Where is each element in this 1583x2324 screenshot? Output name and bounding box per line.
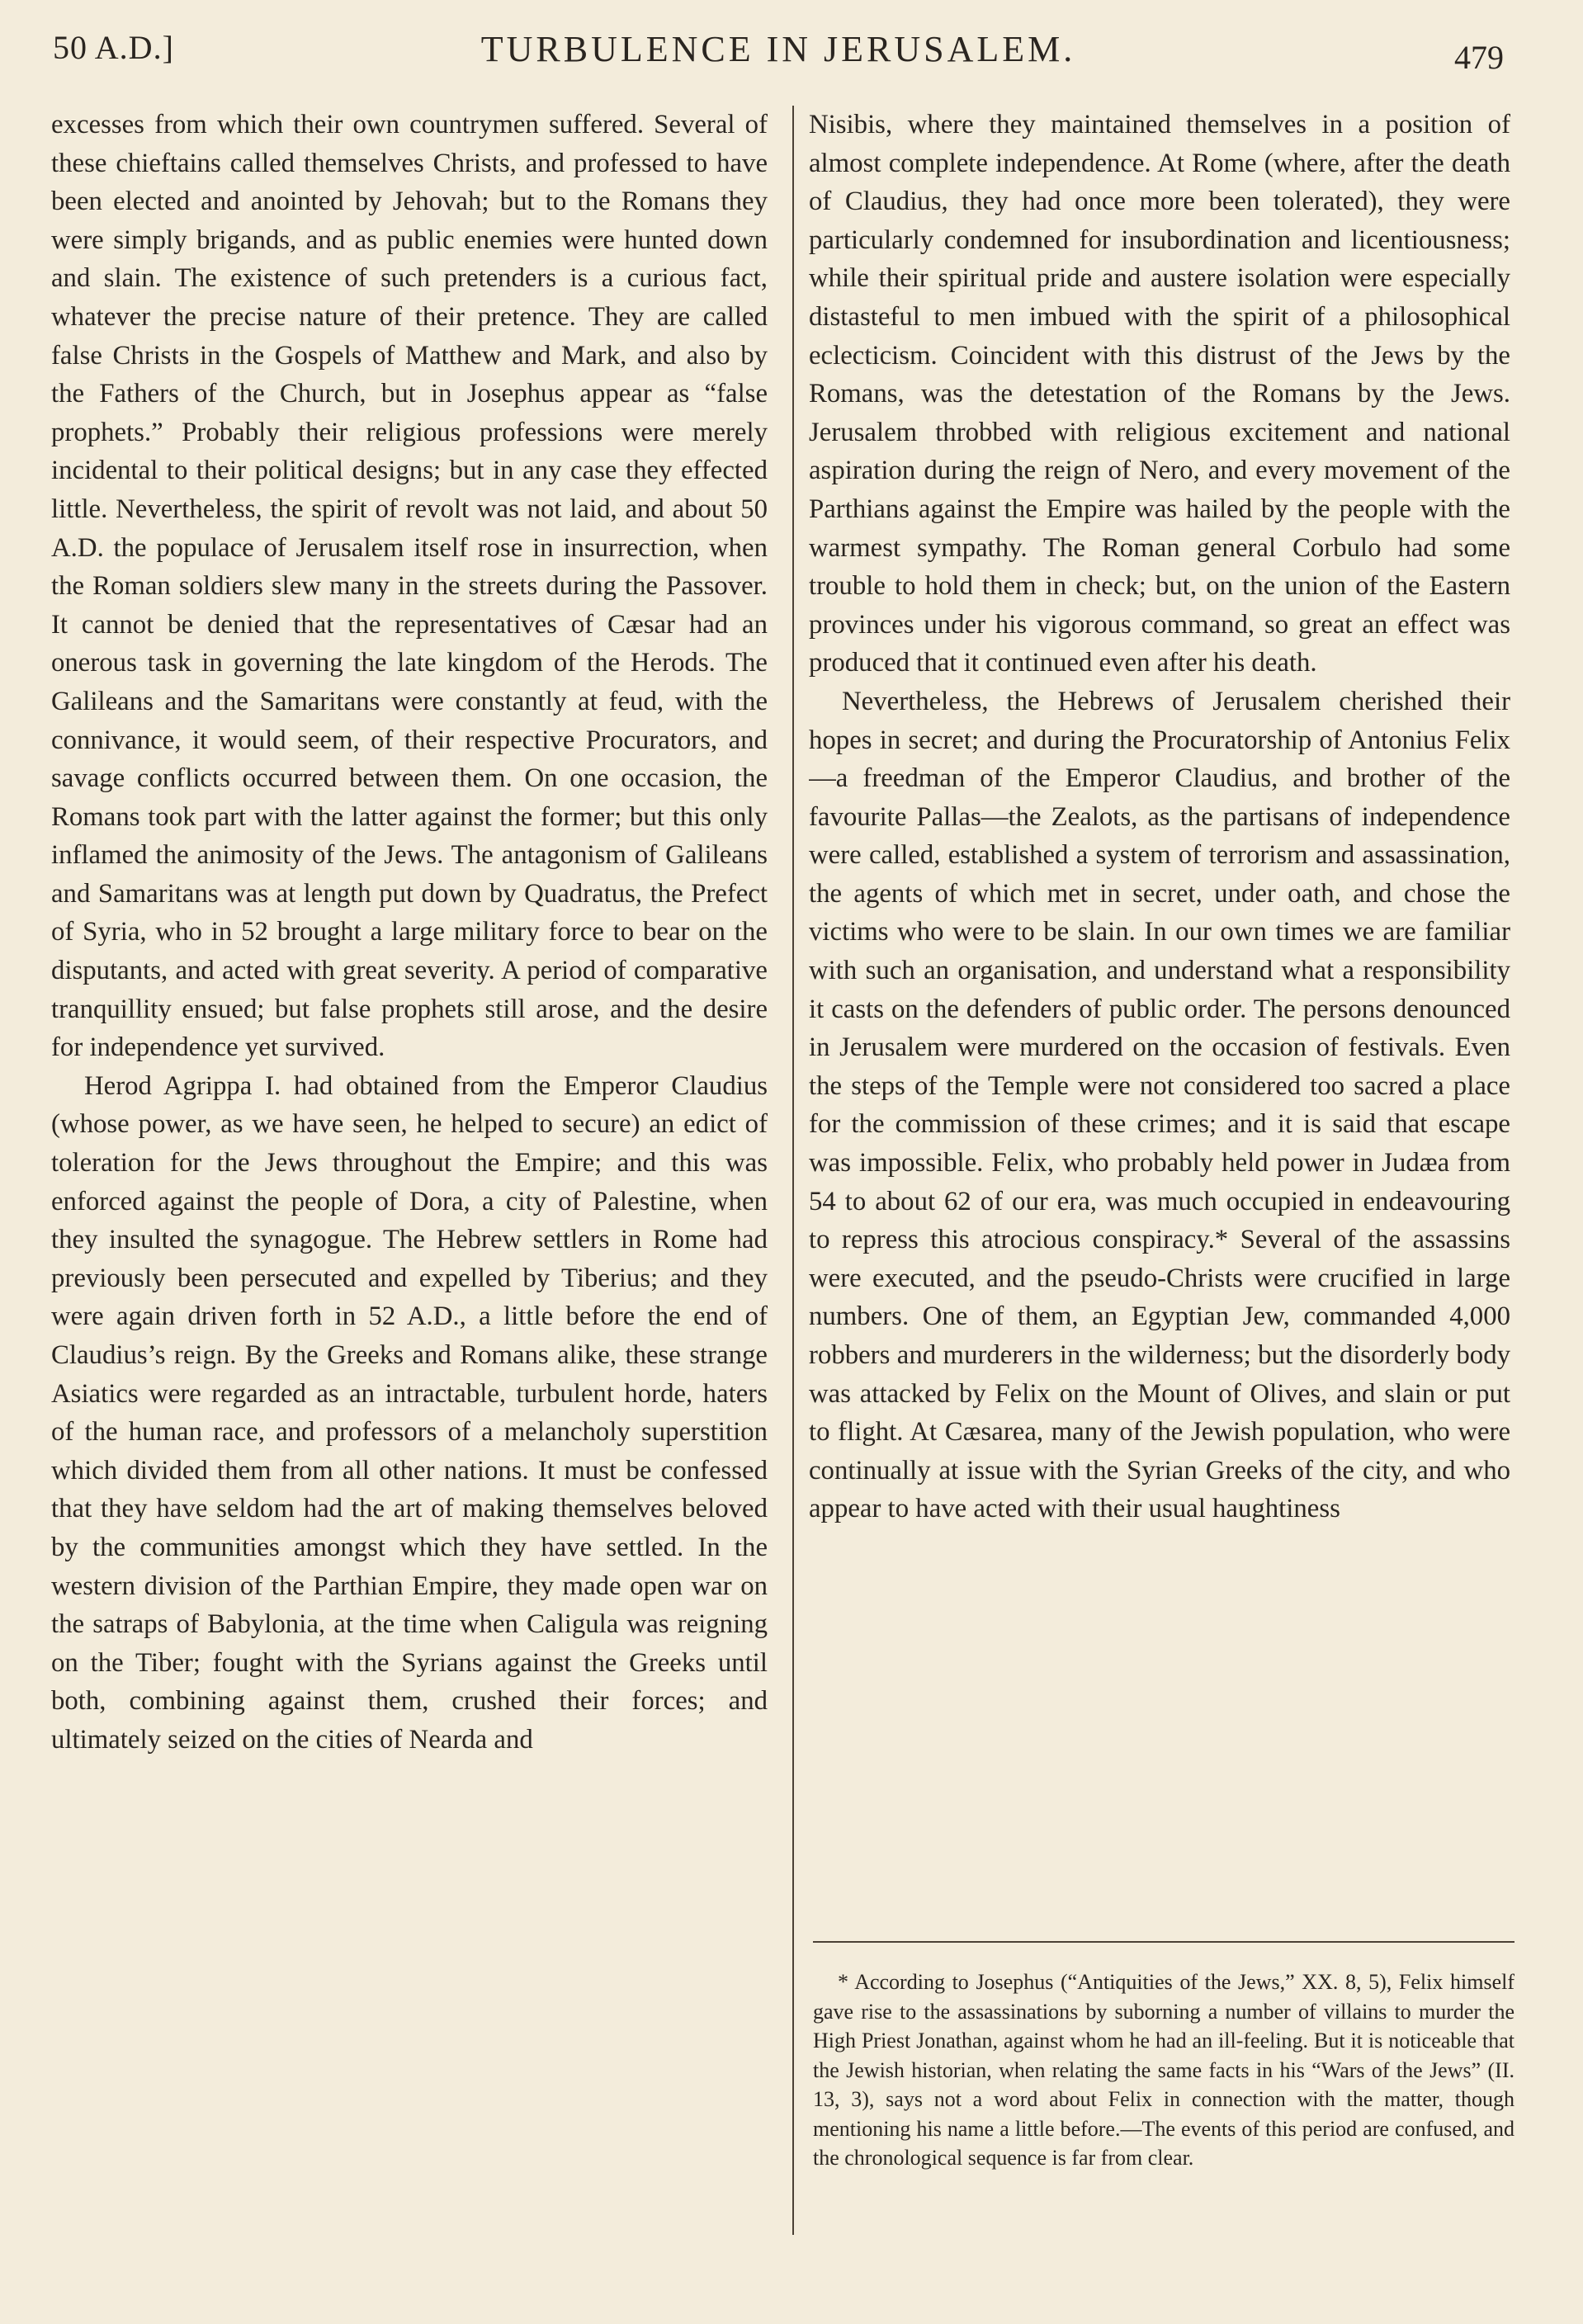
page-number: 479 xyxy=(1454,39,1504,76)
footnote xyxy=(813,1967,1514,2173)
running-head xyxy=(53,23,1504,81)
footnote-rule xyxy=(813,1941,1514,1943)
left-paragraph-2: Herod Agrippa I. had obtained from the Emperor Claudius (whose power, as we have seen, he helped to secure) an edict of toleration for the Jews throughout the Empire; and this was enforced against the people of Dora, a city of Palestine, when they insulted the synagogue. The Hebrew settlers in Rome had previously been persecuted and expelled by Tiberius; and they were again driven forth in 52 A.D., a little before the end of Claudius’s reign. By the Greeks and Romans alike, these strange Asiatics were regarded as an intractable, turbulent horde, haters of the human race, and professors of a melancholy superstition which divided them from all other nations. It must be confessed that they have seldom had the art of making themselves beloved by the communities amongst which they have settled. In the western division of the Parthian Empire, they made open war on the satraps of Babylonia, at the time when Caligula was reigning on the Tiber; fought with the Syrians against the Greeks until both, combining against them, crushed their forces; and ultimately seized on the cities of Nearda and xyxy=(51,1070,768,1755)
column-divider xyxy=(792,106,794,2235)
right-column xyxy=(809,106,1510,2260)
footnote-text: * According to Josephus (“Antiquities of the Jews,” XX. 8, 5), Felix himself gave rise to the assassinations by suborning a number of villains to murder the High Priest Jonathan, against whom he had an ill-feeling. But it is noticeable that the Jewish historian, when relating the same facts in his “Wars of the Jews” (II. 13, 3), says not a word about Felix in connection with the matter, though mentioning his name a little before.—The events of this period are confused, and the chronological sequence is far from clear. xyxy=(813,1970,1514,2170)
left-paragraph-1: excesses from which their own countrymen suffered. Several of these chieftains called themselves Christs, and professed to have been elected and anointed by Jehovah; but to the Romans they were simply brigands, and as public enemies were hunted down and slain. The existence of such pretenders is a curious fact, whatever the precise nature of their pretence. They are called false Christs in the Gospels of Matthew and Mark, and also by the Fathers of the Church, but in Josephus appear as “false prophets.” Probably their religious professions were merely incidental to their political designs; but in any case they effected little. Nevertheless, the spirit of revolt was not laid, and about 50 A.D. the populace of Jerusalem itself rose in insurrection, when the Roman soldiers slew many in the streets during the Passover. It cannot be denied that the representatives of Cæsar had an onerous task in governing the late kingdom of the Herods. The Galileans and the Samaritans were constantly at feud, with the connivance, it would seem, of their respective Procurators, and savage conflicts occurred between them. On one occasion, the Romans took part with the latter against the former; but this only inflamed the animosity of the Jews. The antagonism of Galileans and Samaritans was at length put down by Quadratus, the Prefect of Syria, who in 52 brought a large military force to bear on the disputants, and acted with great severity. A period of comparative tranquillity ensued; but false prophets still arose, and the desire for independence yet survived. xyxy=(51,110,768,1063)
header-date: 50 A.D.] xyxy=(53,29,174,66)
left-column xyxy=(51,106,768,2260)
right-paragraph-2: Nevertheless, the Hebrews of Jerusalem cherished their hopes in secret; and during the Procuratorship of Antonius Felix—a freedman of the Emperor Claudius, and brother of the favourite Pallas—the Zealots, as the partisans of independence were called, established a system of terrorism and assassination, the agents of which met in secret, under oath, and chose the victims who were to be slain. In our own times we are familiar with such an organisation, and understand what a responsibility it casts on the defenders of public order. The persons denounced in Jerusalem were murdered on the occasion of festivals. Even the steps of the Temple were not considered too sacred a place for the commission of these crimes; and it is said that escape was impossible. Felix, who probably held power in Judæa from 54 to about 62 of our era, was much occupied in endeavouring to repress this atrocious conspiracy.* Several of the assassins were executed, and the pseudo-Christs were crucified in large numbers. One of them, an Egyptian Jew, commanded 4,000 robbers and murderers in the wilderness; but the disorderly body was attacked by Felix on the Mount of Olives, and slain or put to flight. At Cæsarea, many of the Jewish population, who were continually at issue with the Syrian Greeks of the city, and who appear to have acted with their usual haughtiness xyxy=(809,686,1510,1524)
header-title: TURBULENCE IN JERUSALEM. xyxy=(480,29,1076,69)
right-paragraph-1: Nisibis, where they maintained themselves in a position of almost complete independence. At Rome (where, after the death of Claudius, they had once more been tolerated), they were particularly condemned for insubordination and licentiousness; while their spiritual pride and austere isolation were especially distasteful to men imbued with the spirit of a philosophical eclecticism. Coincident with this distrust of the Jews by the Romans, was the detestation of the Romans by the Jews. Jerusalem throbbed with religious excitement and national aspiration during the reign of Nero, and every movement of the Parthians against the Empire was hailed by the people with the warmest sympathy. The Roman general Corbulo had some trouble to hold them in check; but, on the union of the Eastern provinces under his vigorous command, so great an effect was produced that it continued even after his death. xyxy=(809,110,1510,678)
